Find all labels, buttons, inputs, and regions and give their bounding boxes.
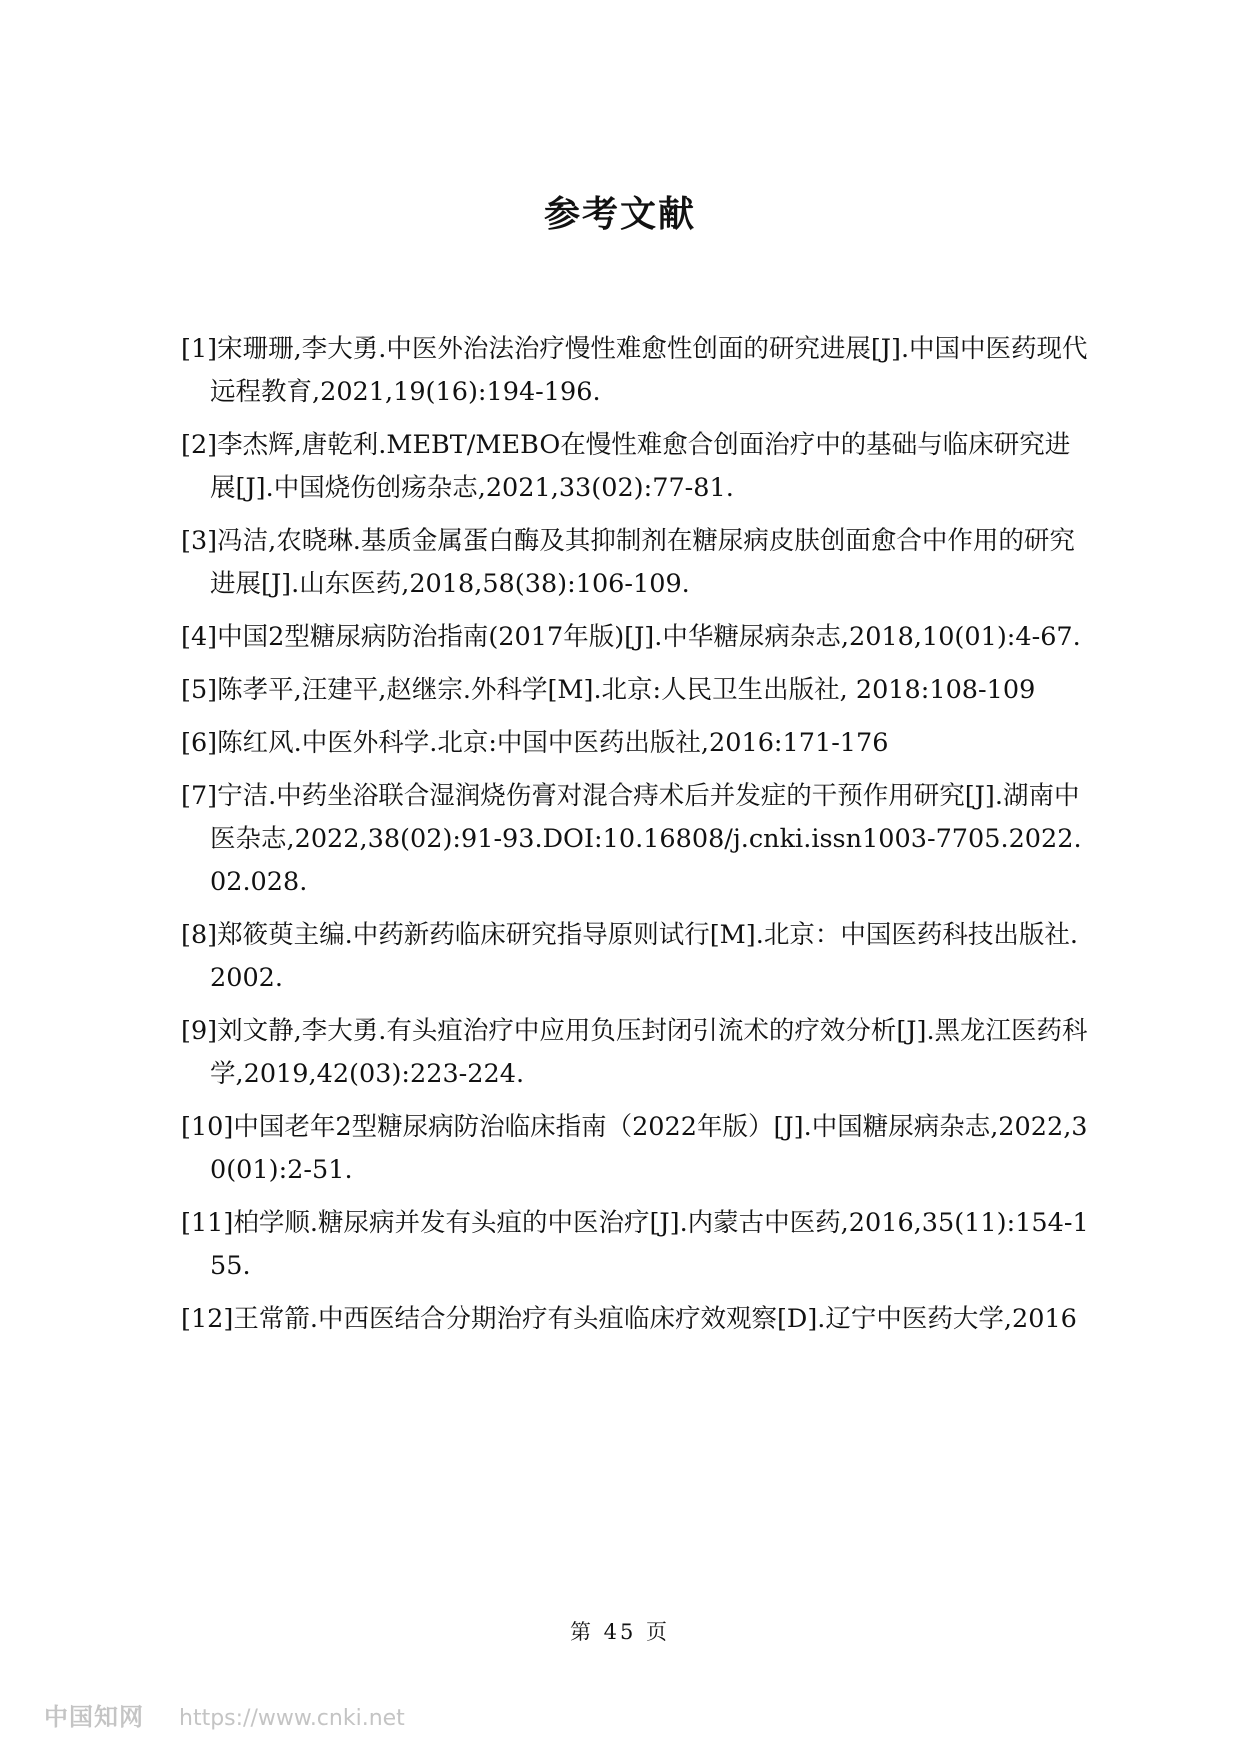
reference-item: [3]冯洁,农晓琳.基质金属蛋白酶及其抑制剂在糖尿病皮肤创面愈合中作用的研究进展[J].山东医药,2018,58(38):106-109. (181, 526, 1075, 599)
page-title: 参考文献 (543, 194, 696, 235)
watermark-url: https://www.cnki.net (179, 1706, 405, 1731)
watermark (44, 1697, 405, 1732)
reference-item: [7]宁洁.中药坐浴联合湿润烧伤膏对混合痔术后并发症的干预作用研究[J].湖南中医杂志,2022,38(02):91-93.DOI:10.16808/j.cnki.issn1003-7705.2022.02.028. (181, 781, 1082, 897)
reference-item: [8]郑筱萸主编.中药新药临床研究指导原则试行[M].北京：中国医药科技出版社.2002. (181, 920, 1078, 993)
reference-item: [2]李杰辉,唐乾利.MEBT/MEBO在慢性难愈合创面治疗中的基础与临床研究进展[J].中国烧伤创疡杂志,2021,33(02):77-81. (181, 430, 1071, 503)
reference-item: [4]中国2型糖尿病防治指南(2017年版)[J].中华糖尿病杂志,2018,10(01):4-67. (181, 622, 1081, 652)
reference-item: [5]陈孝平,汪建平,赵继宗.外科学[M].北京:人民卫生出版社, 2018:108-109 (181, 675, 1036, 705)
reference-item: [6]陈红风.中医外科学.北京:中国中医药出版社,2016:171-176 (181, 728, 889, 758)
reference-item: [12]王常箭.中西医结合分期治疗有头疽临床疗效观察[D].辽宁中医药大学,2016 (181, 1304, 1077, 1334)
reference-item: [11]柏学顺.糖尿病并发有头疽的中医治疗[J].内蒙古中医药,2016,35(11):154-155. (181, 1208, 1089, 1281)
watermark-brand: 中国知网 (44, 1703, 144, 1731)
reference-list (181, 328, 1091, 1351)
reference-item: [9]刘文静,李大勇.有头疽治疗中应用负压封闭引流术的疗效分析[J].黑龙江医药科学,2019,42(03):223-224. (181, 1016, 1088, 1089)
reference-item: [10]中国老年2型糖尿病防治临床指南（2022年版）[J].中国糖尿病杂志,2022,30(01):2-51. (181, 1112, 1088, 1185)
page-number: 第 45 页 (569, 1620, 671, 1644)
reference-item: [1]宋珊珊,李大勇.中医外治法治疗慢性难愈性创面的研究进展[J].中国中医药现代远程教育,2021,19(16):194-196. (181, 334, 1088, 407)
